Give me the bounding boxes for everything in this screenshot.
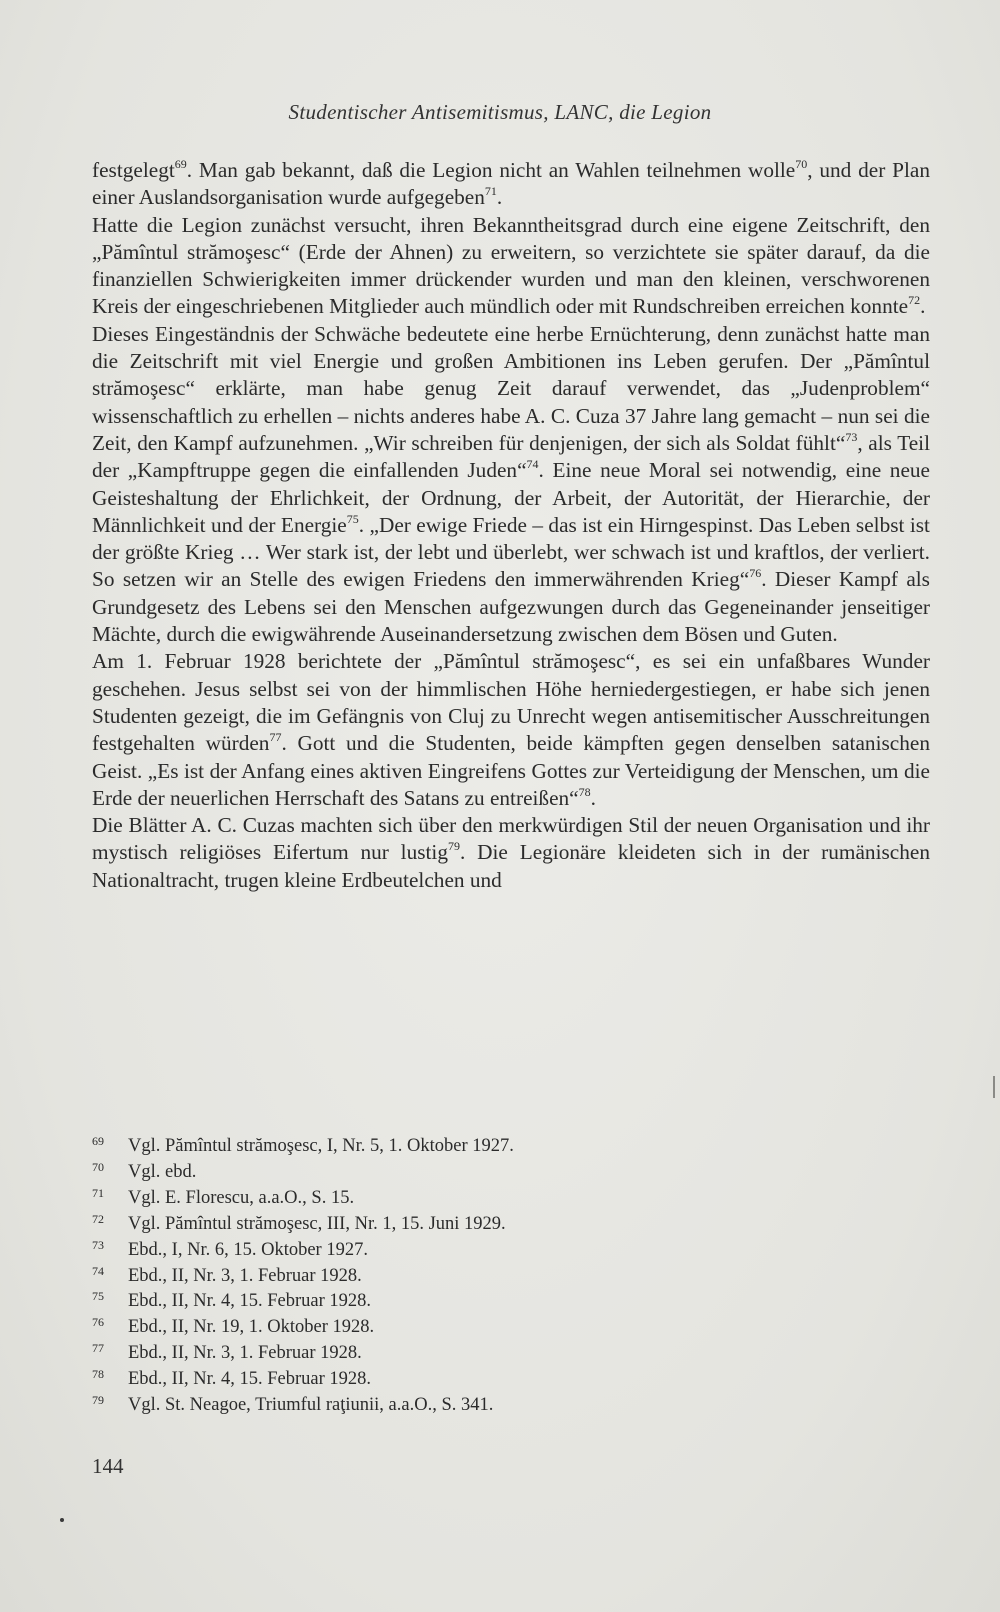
paragraph: [92, 212, 930, 321]
text-run: . „Der ewige Friede – das ist ein Hirngespinst. Das Leben selbst ist der größte Krieg … Wer stark ist, der lebt und überlebt, wer schwach ist und kraftlos, der verliert. So setzen wir an Stelle des ewigen Friedens den immerwährenden Krieg“: [92, 512, 930, 592]
footnote: [92, 1186, 792, 1212]
footnote-reference: 76: [749, 566, 762, 581]
footnote-reference: 70: [795, 156, 808, 171]
footnote-reference: 74: [526, 457, 539, 472]
footnote: [92, 1393, 792, 1419]
text-run: . Eine neue Moral sei notwendig, eine neue Geisteshaltung der Ehrlichkeit, der Ordnung, der Arbeit, der Autorität, der Hierarchie, der Männlichkeit und der Energie: [92, 458, 930, 537]
footnote-number: 71: [92, 1185, 104, 1200]
footnote-reference: 69: [174, 156, 187, 171]
footnote-number: 69: [92, 1134, 104, 1148]
footnote-number: 78: [92, 1367, 104, 1382]
footnote: [92, 1315, 792, 1341]
footnote-reference: 79: [448, 839, 460, 854]
footnote-text: Ebd., II, Nr. 3, 1. Februar 1928.: [128, 1343, 362, 1364]
text-run: Dieses Eingeständnis der Schwäche bedeutete eine herbe Ernüchterung, denn zunächst hatte man die Zeitschrift mit viel Energie und großen Ambitionen ins Leben gerufen. Der „Pămîntul strămoşesc“ erklärte, man habe genug Zeit darauf verwendet, das „Judenproblem“ wissenschaftlich zu erhellen – nichts anderes habe A. C. Cuza 37 Jahre lang gemacht – nun sei die Zeit, den Kampf aufzunehmen. „Wir schreiben für denjenigen, der sich als Soldat fühlt“: [92, 321, 930, 455]
footnote-text: Ebd., II, Nr. 3, 1. Februar 1928.: [128, 1265, 362, 1286]
footnote-number: 72: [92, 1211, 104, 1226]
footnote-text: Vgl. E. Florescu, a.a.O., S. 15.: [128, 1187, 355, 1208]
footnote-number: 70: [92, 1159, 104, 1174]
footnote-text: Vgl. St. Neagoe, Triumful raţiunii, a.a.O., S. 341.: [128, 1395, 494, 1416]
page-edge-mark: [993, 1076, 995, 1098]
text-run: , als Teil der „Kampftruppe gegen die einfallenden Juden“: [92, 430, 931, 483]
footnote-text: Ebd., II, Nr. 4, 15. Februar 1928.: [128, 1291, 372, 1312]
footnote-reference: 77: [269, 730, 282, 745]
page-number: 144: [92, 1454, 124, 1478]
text-run: Hatte die Legion zunächst versucht, ihren Bekanntheitsgrad durch eine eigene Zeitschrift, den „Pămîntul strămoşesc“ (Erde der Ahnen) zu erweitern, so verzichtete sie später darauf, da die finanziellen Schwierigkeiten immer drückender wurden und man den kleinen, verschworenen Kreis der eingeschriebenen Mitglieder auch mündlich oder mit Rundschreiben erreichen konnte: [92, 212, 930, 319]
footnote-text: Ebd., II, Nr. 4, 15. Februar 1928.: [128, 1369, 372, 1390]
footnote: [92, 1264, 792, 1290]
footnote: [92, 1367, 792, 1393]
paragraph: [92, 157, 930, 212]
footnote-text: Vgl. Pămîntul strămoşesc, I, Nr. 5, 1. Oktober 1927.: [128, 1136, 514, 1156]
footnotes: [92, 1134, 792, 1419]
footnote-number: 79: [92, 1393, 104, 1408]
footnote: [92, 1134, 792, 1160]
footnote-reference: 78: [578, 784, 591, 799]
body-text: [92, 157, 930, 894]
footnote-reference: 71: [484, 184, 497, 199]
text-run: Die Blätter A. C. Cuzas machten sich über den merkwürdigen Stil der neuen Organisation und ihr mystisch religiöses Eifertum nur lustig: [92, 813, 930, 865]
footnote: [92, 1289, 792, 1315]
footnote-text: Ebd., II, Nr. 19, 1. Oktober 1928.: [128, 1317, 375, 1338]
footnote: [92, 1341, 792, 1367]
footnote: [92, 1160, 792, 1186]
footnote-text: Vgl. ebd.: [128, 1161, 197, 1182]
footnote-number: 77: [92, 1341, 104, 1356]
footnote-number: 74: [92, 1263, 104, 1278]
footnote-number: 76: [92, 1315, 104, 1330]
footnote-text: Ebd., I, Nr. 6, 15. Oktober 1927.: [128, 1239, 368, 1260]
text-run: festgelegt: [92, 158, 175, 182]
text-run: . Gott und die Studenten, beide kämpften gegen denselben satanischen Geist. „Es ist der Anfang eines aktiven Eingreifens Gottes zur Verteidigung der Menschen, um die Erde der neuerlichen Herrschaft des Satans zu entreißen“: [92, 731, 930, 810]
text-run: Am 1. Februar 1928 berichtete der „Pămîntul strămoşesc“, es sei ein unfaßbares Wunder geschehen. Jesus selbst sei von der himmlischen Höhe herniedergestiegen, er habe sich jenen Studenten gezeigt, die im Gefängnis von Cluj zu Unrecht wegen antisemitischer Ausschreitungen festgehalten würden: [92, 649, 930, 756]
text-run: .: [590, 785, 596, 810]
footnote-reference: 75: [346, 511, 359, 526]
footnote-number: 73: [92, 1237, 104, 1252]
text-run: . Dieser Kampf als Grundgesetz des Lebens sei den Menschen aufgezwungen durch das Gegeneinander jenseitiger Mächte, durch die ewigwährende Auseinandersetzung zwischen dem Bösen und Guten.: [92, 567, 930, 647]
paper-speck: [60, 1518, 64, 1522]
text-run: . Man gab bekannt, daß die Legion nicht an Wahlen teilnehmen wolle: [186, 158, 796, 182]
paragraph: [92, 321, 930, 649]
footnote-number: 75: [92, 1289, 104, 1304]
text-run: .: [496, 185, 503, 210]
footnote-reference: 73: [845, 429, 858, 444]
paragraph: [92, 812, 930, 894]
footnote-reference: 72: [908, 293, 921, 308]
text-run: , und der Plan einer Auslandsorganisation wurde aufgegeben: [92, 158, 930, 210]
text-run: .: [920, 294, 926, 319]
footnote-text: Vgl. Pămîntul strămoşesc, III, Nr. 1, 15. Juni 1929.: [128, 1213, 506, 1234]
running-head: Studentischer Antisemitismus, LANC, die Legion: [288, 100, 712, 124]
paragraph: [92, 648, 930, 812]
footnote: [92, 1238, 792, 1264]
footnote: [92, 1212, 792, 1238]
text-run: . Die Legionäre kleideten sich in der rumänischen Nationaltracht, trugen kleine Erdbeutelchen und: [92, 840, 930, 892]
